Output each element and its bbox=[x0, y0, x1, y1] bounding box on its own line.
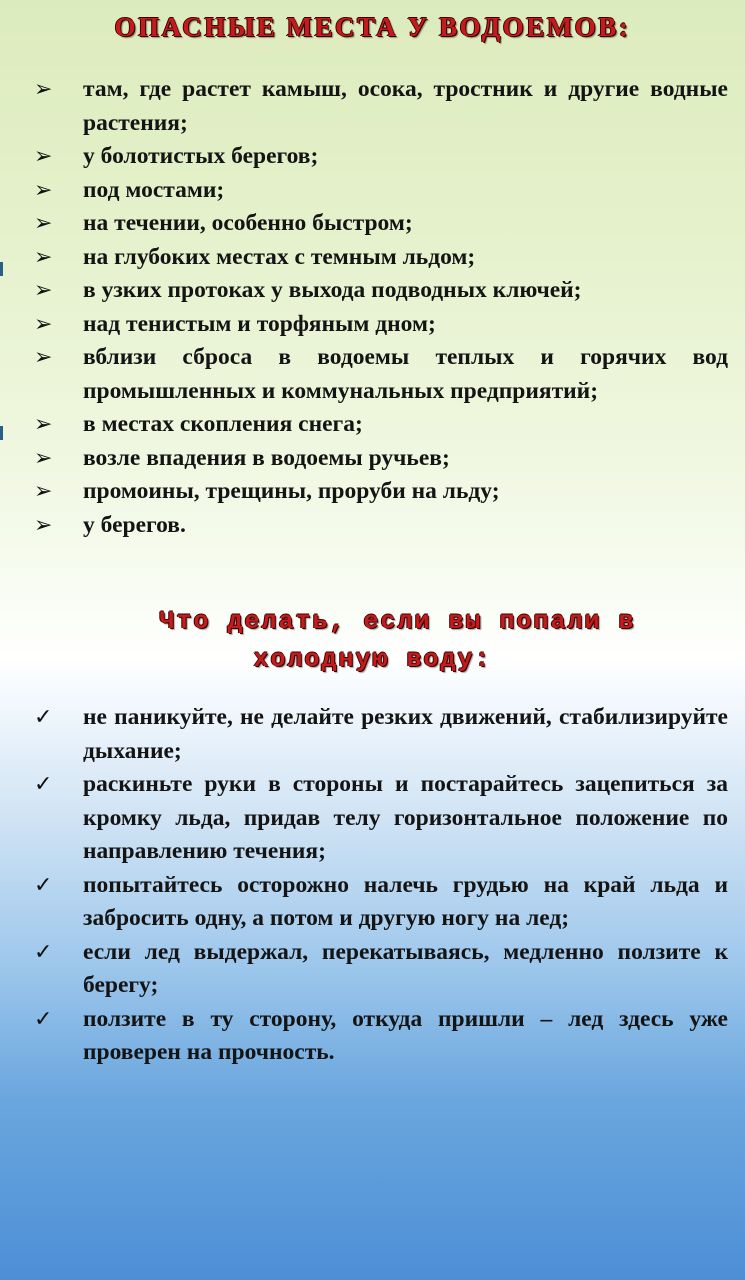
check-bullet-icon: ✓ bbox=[34, 872, 53, 898]
list-item: ➢ под мостами; bbox=[0, 174, 745, 208]
arrow-bullet-icon: ➢ bbox=[34, 345, 53, 370]
arrow-bullet-icon: ➢ bbox=[34, 211, 53, 236]
list-item: ➢ возле впадения в водоемы ручьев; bbox=[0, 442, 745, 476]
list-item: ➢ промоины, трещины, проруби на льду; bbox=[0, 475, 745, 509]
actions-title-line2: холодную воду: bbox=[253, 645, 492, 674]
list-item: ➢ в местах скопления снега; bbox=[0, 408, 745, 442]
arrow-bullet-icon: ➢ bbox=[34, 412, 53, 437]
arrow-bullet-icon: ➢ bbox=[34, 278, 53, 303]
check-bullet-icon: ✓ bbox=[34, 939, 53, 965]
list-item: ✓ если лед выдержал, перекатываясь, медленно ползите к берегу; bbox=[0, 936, 745, 1003]
actions-list bbox=[0, 701, 745, 1070]
list-item: ➢ вблизи сброса в водоемы теплых и горячих вод промышленных и коммунальных предприятий; bbox=[0, 341, 745, 408]
check-bullet-icon: ✓ bbox=[34, 1006, 53, 1032]
list-item: ✓ ползите в ту сторону, откуда пришли – лед здесь уже проверен на прочность. bbox=[0, 1003, 745, 1070]
list-item: ➢ над тенистым и торфяным дном; bbox=[0, 308, 745, 342]
list-item: ➢ в узких протоках у выхода подводных ключей; bbox=[0, 274, 745, 308]
arrow-bullet-icon: ➢ bbox=[34, 512, 53, 538]
list-item: ➢ там, где растет камыш, осока, тростник и другие водные растения; bbox=[0, 73, 745, 140]
list-item: ✓ раскиньте руки в стороны и постарайтесь зацепиться за кромку льда, придав телу горизонтальное положение по направлению течения; bbox=[0, 768, 745, 869]
list-item: ➢ у берегов. bbox=[0, 509, 745, 543]
check-bullet-icon: ✓ bbox=[34, 772, 53, 797]
danger-list bbox=[0, 73, 745, 542]
actions-title-line1: Что делать, если вы попали в bbox=[159, 607, 636, 636]
arrow-bullet-icon: ➢ bbox=[34, 479, 53, 504]
arrow-bullet-icon: ➢ bbox=[34, 77, 53, 102]
arrow-bullet-icon: ➢ bbox=[34, 244, 53, 270]
arrow-bullet-icon: ➢ bbox=[34, 311, 53, 337]
arrow-bullet-icon: ➢ bbox=[34, 144, 53, 169]
arrow-bullet-icon: ➢ bbox=[34, 445, 53, 471]
danger-title: ОПАСНЫЕ МЕСТА У ВОДОЕМОВ: bbox=[114, 12, 631, 42]
arrow-bullet-icon: ➢ bbox=[34, 177, 53, 203]
list-item: ➢ у болотистых берегов; bbox=[0, 140, 745, 174]
check-bullet-icon: ✓ bbox=[34, 705, 53, 730]
list-item: ➢ на течении, особенно быстром; bbox=[0, 207, 745, 241]
list-item: ➢ на глубоких местах с темным льдом; bbox=[0, 241, 745, 275]
list-item: ✓ попытайтесь осторожно налечь грудью на край льда и забросить одну, а потом и другую ногу на лед; bbox=[0, 869, 745, 936]
list-item: ✓ не паникуйте, не делайте резких движений, стабилизируйте дыхание; bbox=[0, 701, 745, 768]
